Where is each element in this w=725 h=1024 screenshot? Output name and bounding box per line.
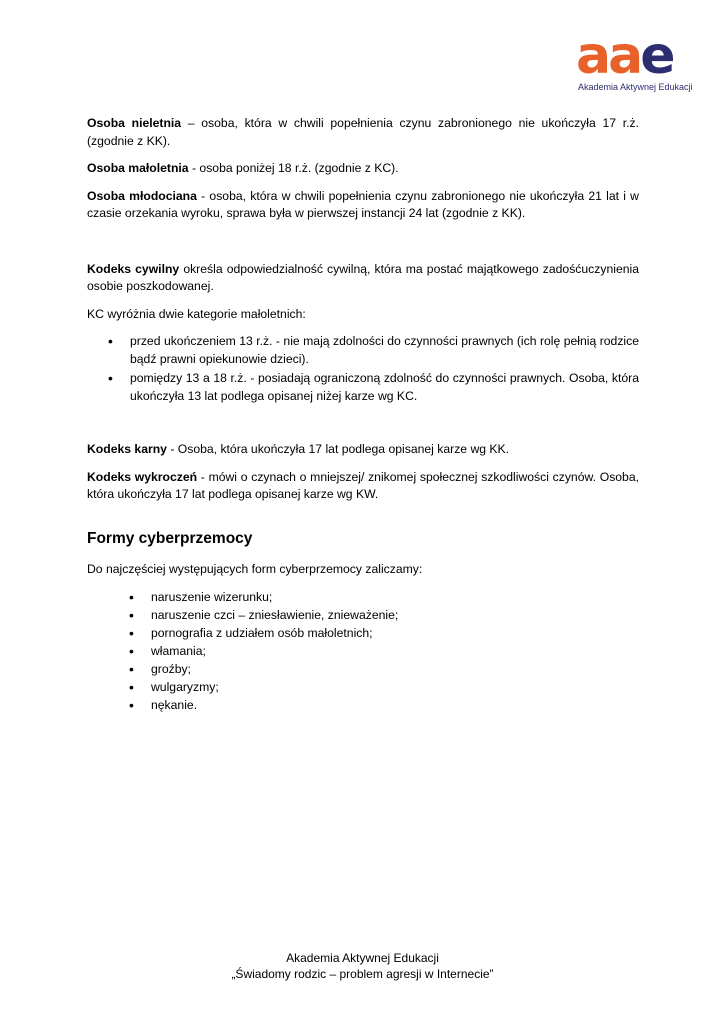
term: Kodeks wykroczeń — [87, 469, 198, 484]
logo-letter-a: a — [576, 26, 609, 86]
petty-code-paragraph — [87, 469, 639, 504]
footer-line-1: Akademia Aktywnej Edukacji — [286, 951, 439, 965]
term: Osoba małoletnia — [87, 161, 189, 175]
spacer — [87, 415, 639, 441]
logo — [576, 26, 696, 92]
list-item: • wulgaryzmy; — [151, 679, 639, 697]
logo-mark — [576, 26, 673, 86]
term: Osoba młodociana — [87, 188, 197, 203]
list-item: • groźby; — [151, 661, 639, 679]
civil-code-text: określa odpowiedzialność cywilną, która ma postać majątkowego zadośćuczynienia osobie poszkodowanej. — [87, 261, 639, 293]
definition-mlodociana — [87, 188, 639, 223]
definition-text: – osoba, która w chwili popełnienia czynu zabronionego nie ukończyła 17 r.ż. (zgodnie z KK). — [87, 116, 639, 148]
list-item: • włamania; — [151, 643, 639, 661]
list-item: • pomiędzy 13 a 18 r.ż. - posiadają ograniczoną zdolność do czynności prawnych. Osoba, która ukończyła 13 lat podlega opisanej niżej karze wg KC. — [130, 370, 639, 405]
document-body — [87, 115, 639, 715]
logo-letter-a2: a — [608, 26, 641, 86]
definition-text: - osoba, która w chwili popełnienia czynu zabronionego nie ukończyła 21 lat i w czasie orzekania wyroku, sprawa była w pierwszej instancji 24 lat (zgodnie z KK). — [87, 188, 639, 220]
cyberviolence-forms-list — [87, 589, 639, 715]
list-item: • przed ukończeniem 13 r.ż. - nie mają zdolności do czynności prawnych (ich rolę pełnią rodzice bądź prawni opiekunowie dzieci). — [130, 333, 639, 368]
section-intro: Do najczęściej występujących form cyberprzemocy zaliczamy: — [87, 562, 423, 576]
list-item: • nękanie. — [151, 697, 639, 715]
minor-categories-list — [87, 333, 639, 405]
criminal-code-text: - Osoba, która ukończyła 17 lat podlega opisanej karze wg KK. — [166, 442, 510, 456]
term: Kodeks karny — [87, 442, 167, 456]
definition-maloletnia — [87, 160, 639, 178]
civil-code-intro: KC wyróżnia dwie kategorie małoletnich: — [87, 306, 306, 321]
footer-line-2: „Świadomy rodzic – problem agresji w Internecie” — [231, 967, 494, 981]
definition-text: - osoba poniżej 18 r.ż. (zgodnie z KC). — [188, 161, 399, 175]
page-footer — [0, 950, 725, 982]
civil-code-paragraph — [87, 261, 639, 296]
spacer — [87, 233, 639, 261]
term: Osoba nieletnia — [87, 116, 182, 130]
criminal-code-paragraph — [87, 441, 639, 459]
term: Kodeks cywilny — [87, 261, 180, 276]
logo-subtitle: Akademia Aktywnej Edukacji — [578, 82, 693, 92]
section-heading: Formy cyberprzemocy — [87, 529, 253, 547]
list-item: • pornografia z udziałem osób małoletnich; — [151, 625, 639, 643]
logo-letter-e: e — [640, 26, 673, 86]
definition-nieletnia — [87, 115, 639, 150]
list-item: • naruszenie czci – zniesławienie, znieważenie; — [151, 607, 639, 625]
list-item: • naruszenie wizerunku; — [151, 589, 639, 607]
petty-code-text: - mówi o czynach o mniejszej/ znikomej społecznej szkodliwości czynów. Osoba, która ukończyła 17 lat podlega opisanej karze wg KW. — [87, 469, 640, 501]
